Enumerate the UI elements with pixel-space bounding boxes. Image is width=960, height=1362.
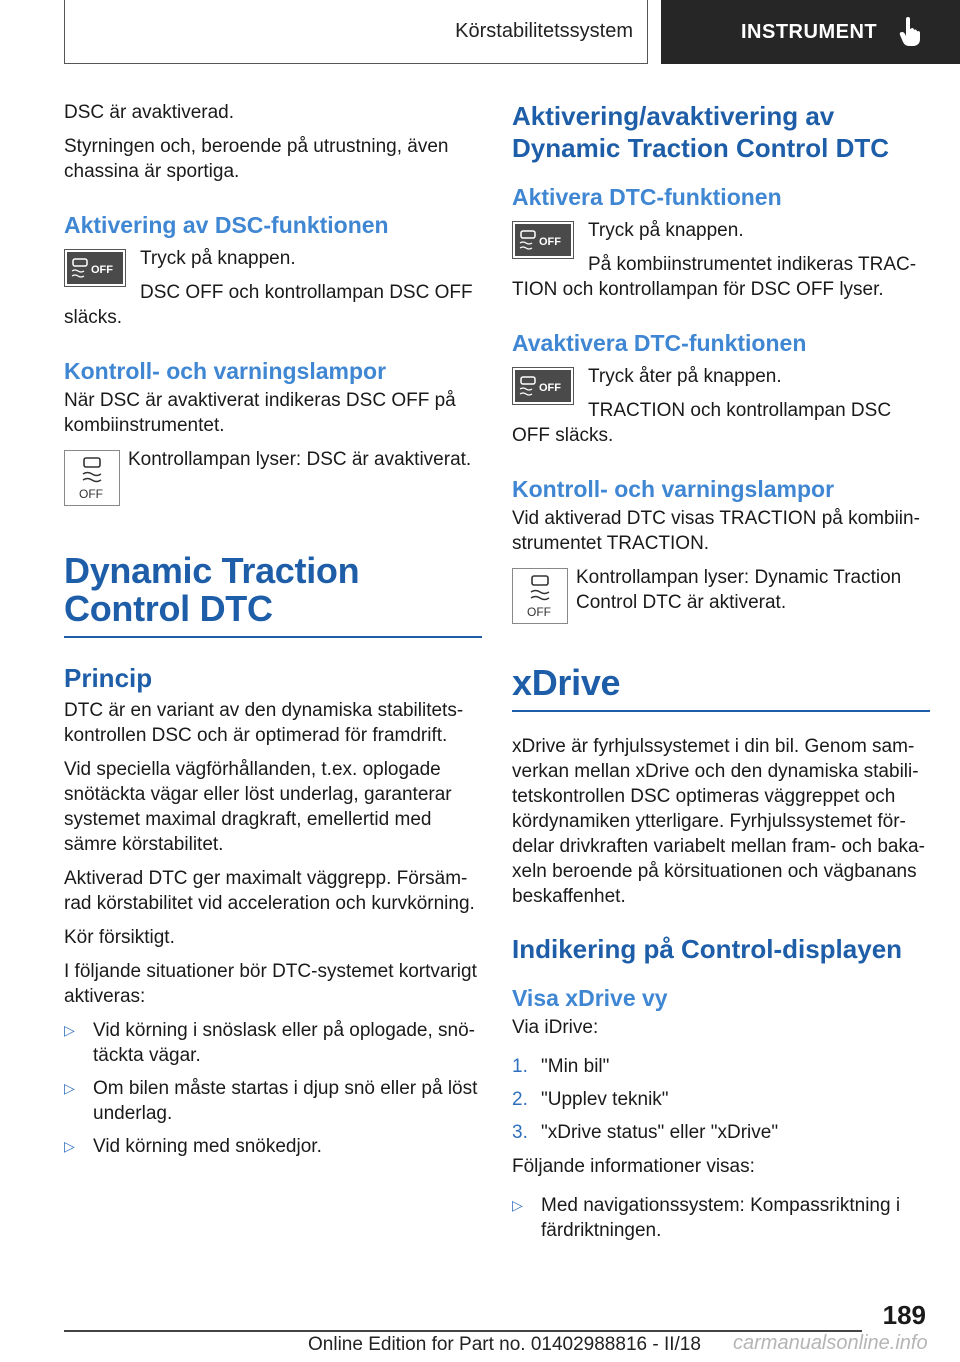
icon-paragraph — [512, 364, 930, 448]
section-heading: Indikering på Control-displayen — [512, 934, 903, 964]
pointing-hand-icon — [899, 17, 921, 47]
dsc-off-lamp-icon — [512, 568, 568, 624]
icon-paragraph — [64, 447, 482, 512]
icon-paragraph — [512, 218, 930, 302]
paragraph: I följande situationer bör DTC-systemet kortvarigt aktiveras: — [64, 961, 477, 1007]
paragraph: Kontrollampan lyser: DSC är avaktiverat. — [128, 449, 472, 470]
paragraph: När DSC är avaktiverat indikeras DSC OFF på kombiinstrumentet. — [64, 390, 456, 436]
section-heading: Aktivera DTC-funktionen — [512, 184, 782, 210]
steps-list — [512, 1054, 930, 1145]
paragraph: Vid aktiverad DTC visas TRACTION på kombiinstrumentet TRACTION. — [512, 508, 920, 554]
paragraph: Aktiverad DTC ger maximalt väggrepp. Försämrad körstabilitet vid acceleration och kurvkörning. — [64, 868, 475, 914]
section-heading: Avaktivera DTC-funktionen — [512, 330, 807, 356]
paragraph: Tryck på knappen. — [140, 248, 296, 269]
paragraph: Följande informationer visas: — [512, 1156, 755, 1177]
step-number: 1. — [512, 1056, 528, 1077]
paragraph: DSC OFF och kontrollampan DSC OFF släcks. — [64, 282, 473, 328]
icon-paragraph — [64, 246, 482, 330]
icon-paragraph — [512, 565, 930, 630]
header-section-title: Körstabilitetssystem — [455, 20, 633, 42]
list-item: ▷ Med navigationssystem: Kompassriktning i färdriktningen. — [512, 1195, 901, 1241]
bullet-triangle-icon: ▷ — [64, 1138, 75, 1154]
bullet-triangle-icon: ▷ — [64, 1080, 75, 1096]
section-heading: Kontroll- och varningslampor — [64, 358, 387, 384]
header-chapter-tab — [661, 0, 960, 64]
paragraph: Tryck på knappen. — [588, 220, 744, 241]
paragraph: Tryck åter på knappen. — [588, 366, 782, 387]
header-chapter-title: INSTRUMENT — [741, 20, 878, 43]
dsc-off-button-icon — [512, 221, 574, 259]
paragraph: På kombiinstrumentet indikeras TRACTION och kontrollampan för DSC OFF lyser. — [512, 254, 917, 300]
paragraph: Kör försiktigt. — [64, 927, 175, 948]
section-heading: Kontroll- och varningslampor — [512, 476, 835, 502]
dsc-off-button-icon — [64, 249, 126, 287]
button-off-text: OFF — [539, 382, 561, 394]
lamp-off-text: OFF — [527, 605, 551, 619]
dsc-off-button-icon — [512, 367, 574, 405]
situations-list — [64, 1018, 482, 1159]
header-section-tab — [64, 0, 648, 64]
chapter-heading: xDrive — [512, 664, 930, 712]
right-column — [512, 100, 930, 1252]
step-number: 3. — [512, 1122, 528, 1143]
paragraph: Vid speciella vägförhållanden, t.ex. oplogade snötäckta vägar eller löst underlag, garanterar systemet maximal dragkraft, emellertid med sämre körstabilitet. — [64, 759, 452, 855]
button-off-text: OFF — [539, 236, 561, 248]
paragraph: Styrningen och, beroende på utrustning, även chassina är sportiga. — [64, 136, 449, 182]
list-item: ▷ Om bilen måste startas i djup snö eller på löst underlag. — [64, 1078, 478, 1124]
info-list — [512, 1193, 930, 1243]
list-item: 3. "xDrive status" eller "xDrive" — [512, 1122, 779, 1143]
paragraph: DSC är avaktiverad. — [64, 102, 235, 123]
paragraph: xDrive är fyrhjulssystemet i din bil. Genom samverkan mellan xDrive och den dynamiska stabilitetskontrollen DSC optimeras väggreppet och kördynamiken ytterligare. Fyrhjulssystemet fördelar drivkraften variabelt mellan fram- och bakaxeln beroende på körsituationen och vägbanans beskaffenhet. — [512, 736, 925, 907]
section-heading: Aktivering/avaktivering av Dynamic Traction Control DTC — [512, 101, 890, 163]
section-heading: Visa xDrive vy — [512, 985, 668, 1011]
bullet-triangle-icon: ▷ — [64, 1022, 75, 1038]
footer-edition: Online Edition for Part no. 01402988816 - II/18 — [308, 1334, 701, 1355]
watermark: carmanualsonline.info — [733, 1332, 928, 1354]
list-item: 1. "Min bil" — [512, 1056, 610, 1077]
bullet-triangle-icon: ▷ — [512, 1197, 523, 1213]
button-off-text: OFF — [91, 264, 113, 276]
step-number: 2. — [512, 1089, 528, 1110]
paragraph: TRACTION och kontrollampan DSC OFF släcks. — [512, 400, 892, 446]
dsc-off-lamp-icon — [64, 450, 120, 506]
lamp-off-text: OFF — [79, 487, 103, 501]
paragraph: Via iDrive: — [512, 1017, 599, 1038]
list-item: ▷ Vid körning i snöslask eller på oplogade, snötäckta vägar. — [64, 1020, 475, 1066]
chapter-heading: Dynamic Traction Control DTC — [64, 552, 482, 638]
paragraph: Kontrollampan lyser: Dynamic Traction Control DTC är aktiverat. — [576, 567, 902, 613]
page-number: 189 — [882, 1300, 926, 1330]
list-item: ▷ Vid körning med snökedjor. — [64, 1136, 322, 1157]
paragraph: DTC är en variant av den dynamiska stabilitetskontrollen DSC och är optimerad för framdrift. — [64, 700, 464, 746]
list-item: 2. "Upplev teknik" — [512, 1089, 669, 1110]
section-heading: Aktivering av DSC-funktionen — [64, 212, 389, 238]
left-column — [64, 100, 482, 1168]
section-heading: Princip — [64, 663, 153, 693]
